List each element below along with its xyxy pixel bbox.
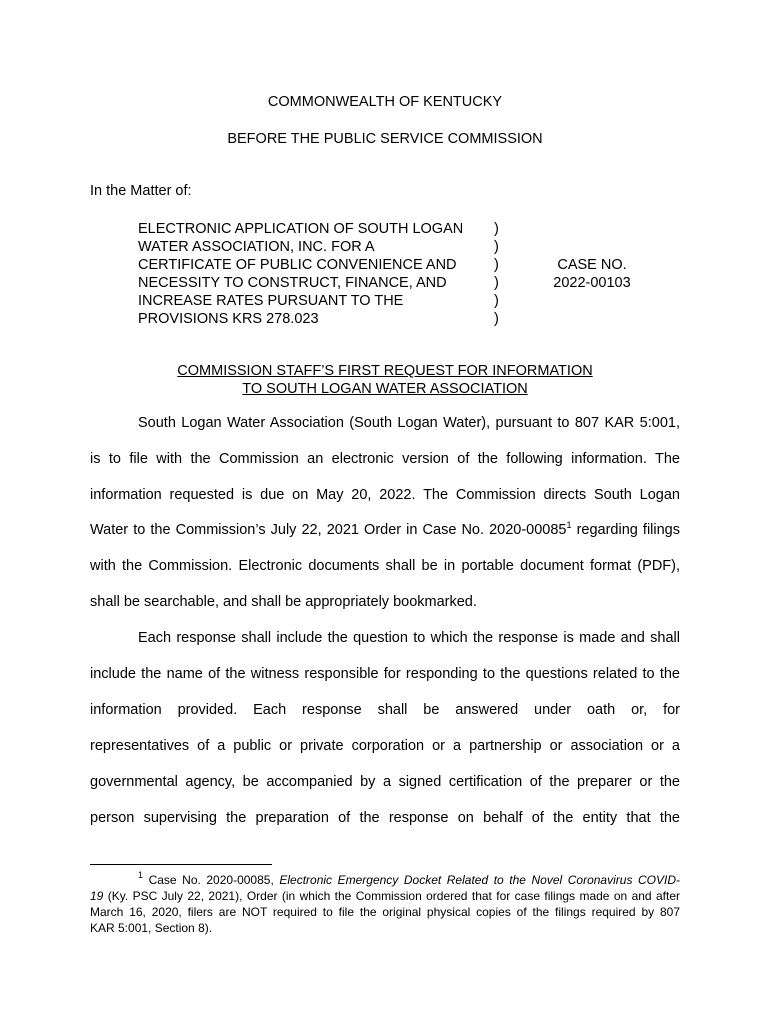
commonwealth-heading: COMMONWEALTH OF KENTUCKY (267, 94, 503, 110)
footnote-reference[interactable]: 1 (566, 520, 572, 530)
body-line: with the Commission. Electronic documents shall be in portable document format (PDF), (90, 558, 680, 574)
footnote-marker: 1 (138, 870, 144, 880)
request-title (0, 362, 770, 398)
paren: ) (494, 311, 499, 327)
body-text: regarding filings (571, 522, 680, 538)
paren: ) (494, 275, 499, 291)
footnote-italic: 19 (90, 889, 104, 903)
body-line: shall be searchable, and shall be appropriately bookmarked. (90, 594, 477, 610)
caption-line: ELECTRONIC APPLICATION OF SOUTH LOGAN (138, 221, 464, 237)
paren: ) (494, 257, 499, 273)
footnote-line (90, 889, 680, 903)
caption-line: INCREASE RATES PURSUANT TO THE (138, 293, 404, 309)
caption-line: PROVISIONS KRS 278.023 (138, 311, 319, 327)
caption-line: WATER ASSOCIATION, INC. FOR A (138, 239, 375, 255)
commission-heading: BEFORE THE PUBLIC SERVICE COMMISSION (227, 131, 543, 147)
caption-line: CERTIFICATE OF PUBLIC CONVENIENCE AND (138, 257, 457, 273)
body-line: is to file with the Commission an electronic version of the following information. The (90, 451, 680, 467)
body-line (90, 522, 680, 538)
body-line: Each response shall include the question to which the response is made and shall (138, 630, 680, 646)
body-line: include the name of the witness responsible for responding to the questions related to the (90, 666, 680, 682)
case-caption (138, 220, 478, 328)
case-label: CASE NO. (557, 257, 627, 273)
body-line: governmental agency, be accompanied by a signed certification of the preparer or the (90, 774, 680, 790)
case-number-block (542, 256, 642, 292)
body-text: Water to the Commission’s July 22, 2021 Order in Case No. 2020-00085 (90, 522, 567, 538)
request-title-line: TO SOUTH LOGAN WATER ASSOCIATION (242, 381, 528, 397)
footnote-italic: Electronic Emergency Docket Related to the Novel Coronavirus COVID- (279, 873, 681, 887)
body-line: information requested is due on May 20, 2022. The Commission directs South Logan (90, 487, 680, 503)
footnote-text: Case No. 2020-00085, (143, 873, 280, 887)
footnote-text: (Ky. PSC July 22, 2021), Order (in which the Commission ordered that for case filings made on and after (103, 889, 680, 903)
footnote-line: KAR 5:001, Section 8). (90, 921, 213, 935)
paren: ) (494, 293, 499, 309)
body-line: information provided. Each response shall be answered under oath or, for (90, 702, 680, 718)
caption-parentheses (494, 220, 499, 328)
paren: ) (494, 221, 499, 237)
footnote-separator (90, 864, 272, 865)
case-number: 2022-00103 (553, 275, 631, 291)
paren: ) (494, 239, 499, 255)
footnote-line: March 16, 2020, filers are NOT required to file the original physical copies of the filings required by 807 (90, 905, 680, 919)
matter-label: In the Matter of: (90, 183, 192, 199)
body-line: South Logan Water Association (South Logan Water), pursuant to 807 KAR 5:001, (138, 415, 680, 431)
request-title-line: COMMISSION STAFF’S FIRST REQUEST FOR INFORMATION (177, 363, 593, 379)
footnote-line (138, 870, 681, 887)
caption-line: NECESSITY TO CONSTRUCT, FINANCE, AND (138, 275, 447, 291)
body-line: representatives of a public or private corporation or a partnership or association or a (90, 738, 680, 754)
body-line: person supervising the preparation of the response on behalf of the entity that the (90, 810, 680, 826)
